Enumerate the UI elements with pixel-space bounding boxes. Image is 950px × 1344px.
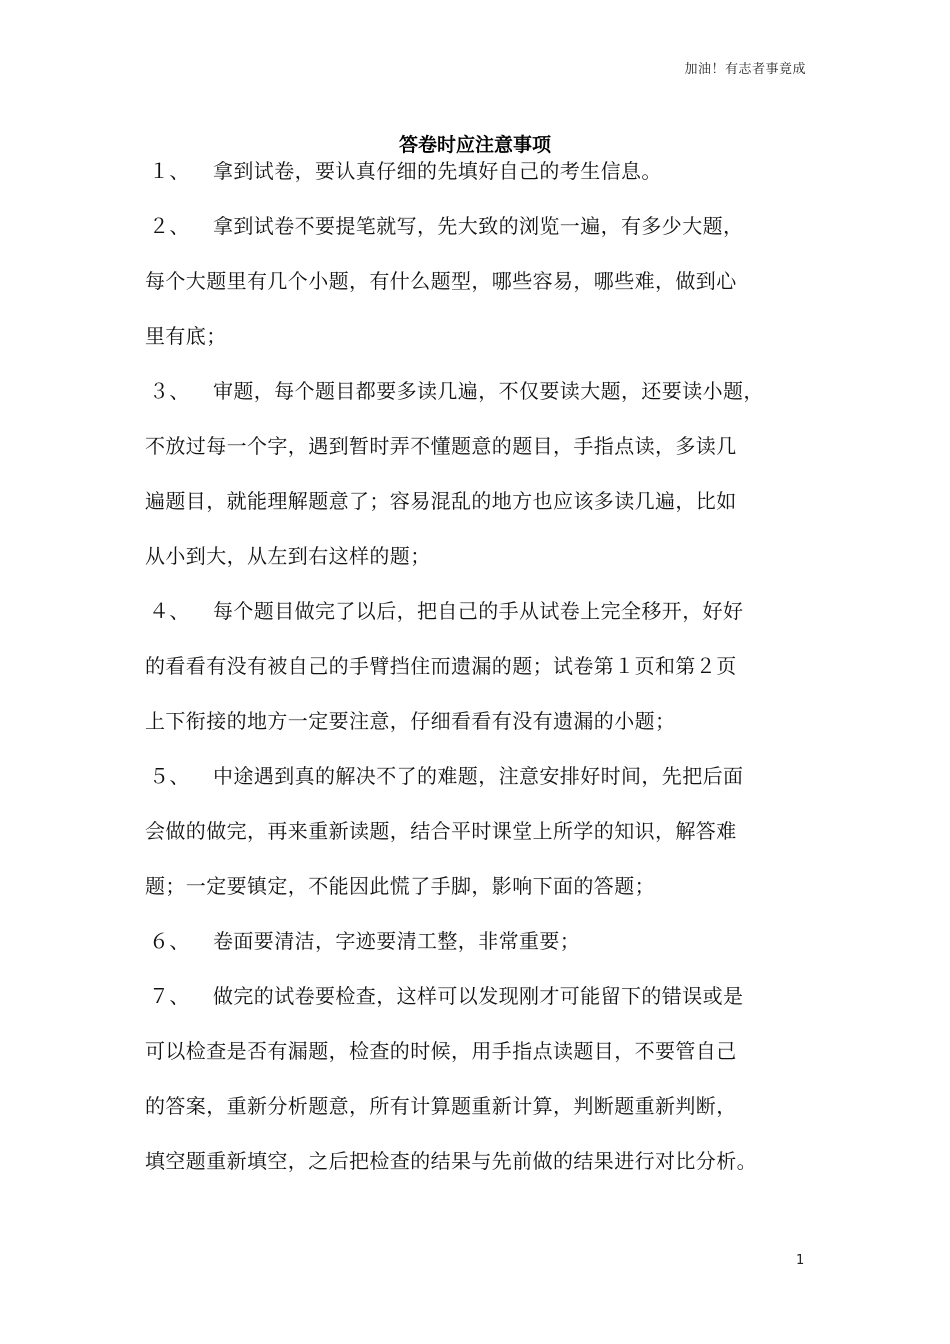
item-line: 可以检查是否有漏题，检查的时候，用手指点读题目，不要管自己: [145, 1039, 737, 1063]
page-title: 答卷时应注意事项: [398, 134, 551, 156]
page-number: 1: [796, 1253, 805, 1268]
item-text: 中途遇到真的解决不了的难题，注意安排好时间，先把后面: [213, 764, 744, 788]
list-item-3: [145, 377, 813, 570]
header-motto: 加油！有志者事竟成: [684, 62, 806, 77]
list-item-2: [145, 212, 813, 350]
item-line: 的答案，重新分析题意，所有计算题重新计算，判断题重新判断，: [145, 1094, 737, 1118]
item-line: 上下衔接的地方一定要注意，仔细看看有没有遗漏的小题；: [145, 709, 676, 733]
item-line: 遍题目，就能理解题意了；容易混乱的地方也应该多读几遍，比如: [145, 489, 737, 513]
item-text: 审题，每个题目都要多读几遍，不仅要读大题，还要读小题，: [213, 379, 764, 403]
item-number: ５、: [149, 764, 190, 788]
item-line: [145, 762, 813, 790]
item-line: 从小到大，从左到右这样的题；: [145, 544, 431, 568]
item-text: 拿到试卷，要认真仔细的先填好自己的考生信息。: [213, 159, 662, 183]
item-line: 不放过每一个字，遇到暂时弄不懂题意的题目，手指点读，多读几: [145, 434, 737, 458]
item-number: ６、: [149, 929, 190, 953]
item-line: [145, 212, 813, 240]
item-text: 拿到试卷不要提笔就写，先大致的浏览一遍，有多少大题，: [213, 214, 744, 238]
list-item-7: [145, 982, 813, 1175]
list-item-4: [145, 597, 813, 735]
item-line: 题；一定要镇定，不能因此慌了手脚，影响下面的答题；: [145, 874, 655, 898]
item-number: ４、: [149, 599, 190, 623]
item-line: 填空题重新填空，之后把检查的结果与先前做的结果进行对比分析。: [145, 1149, 757, 1173]
item-line: [145, 982, 813, 1010]
list-item-1: [145, 157, 813, 185]
document-body: [145, 157, 813, 1202]
item-text: 每个题目做完了以后，把自己的手从试卷上完全移开，好好: [213, 599, 744, 623]
item-text: 卷面要清洁，字迹要清工整，非常重要；: [213, 929, 581, 953]
item-number: ３、: [149, 379, 190, 403]
item-number: ７、: [149, 984, 190, 1008]
item-number: １、: [149, 159, 190, 183]
item-line: [145, 597, 813, 625]
item-line: 的看看有没有被自己的手臂挡住而遗漏的题；试卷第１页和第２页: [145, 654, 737, 678]
item-line: 会做的做完，再来重新读题，结合平时课堂上所学的知识，解答难: [145, 819, 737, 843]
item-line: 里有底；: [145, 324, 227, 348]
list-item-6: [145, 927, 813, 955]
item-text: 做完的试卷要检查，这样可以发现刚才可能留下的错误或是: [213, 984, 744, 1008]
item-line: [145, 927, 813, 955]
item-line: [145, 157, 813, 185]
item-number: ２、: [149, 214, 190, 238]
item-line: 每个大题里有几个小题，有什么题型，哪些容易，哪些难，做到心: [145, 269, 737, 293]
item-line: [145, 377, 813, 405]
list-item-5: [145, 762, 813, 900]
